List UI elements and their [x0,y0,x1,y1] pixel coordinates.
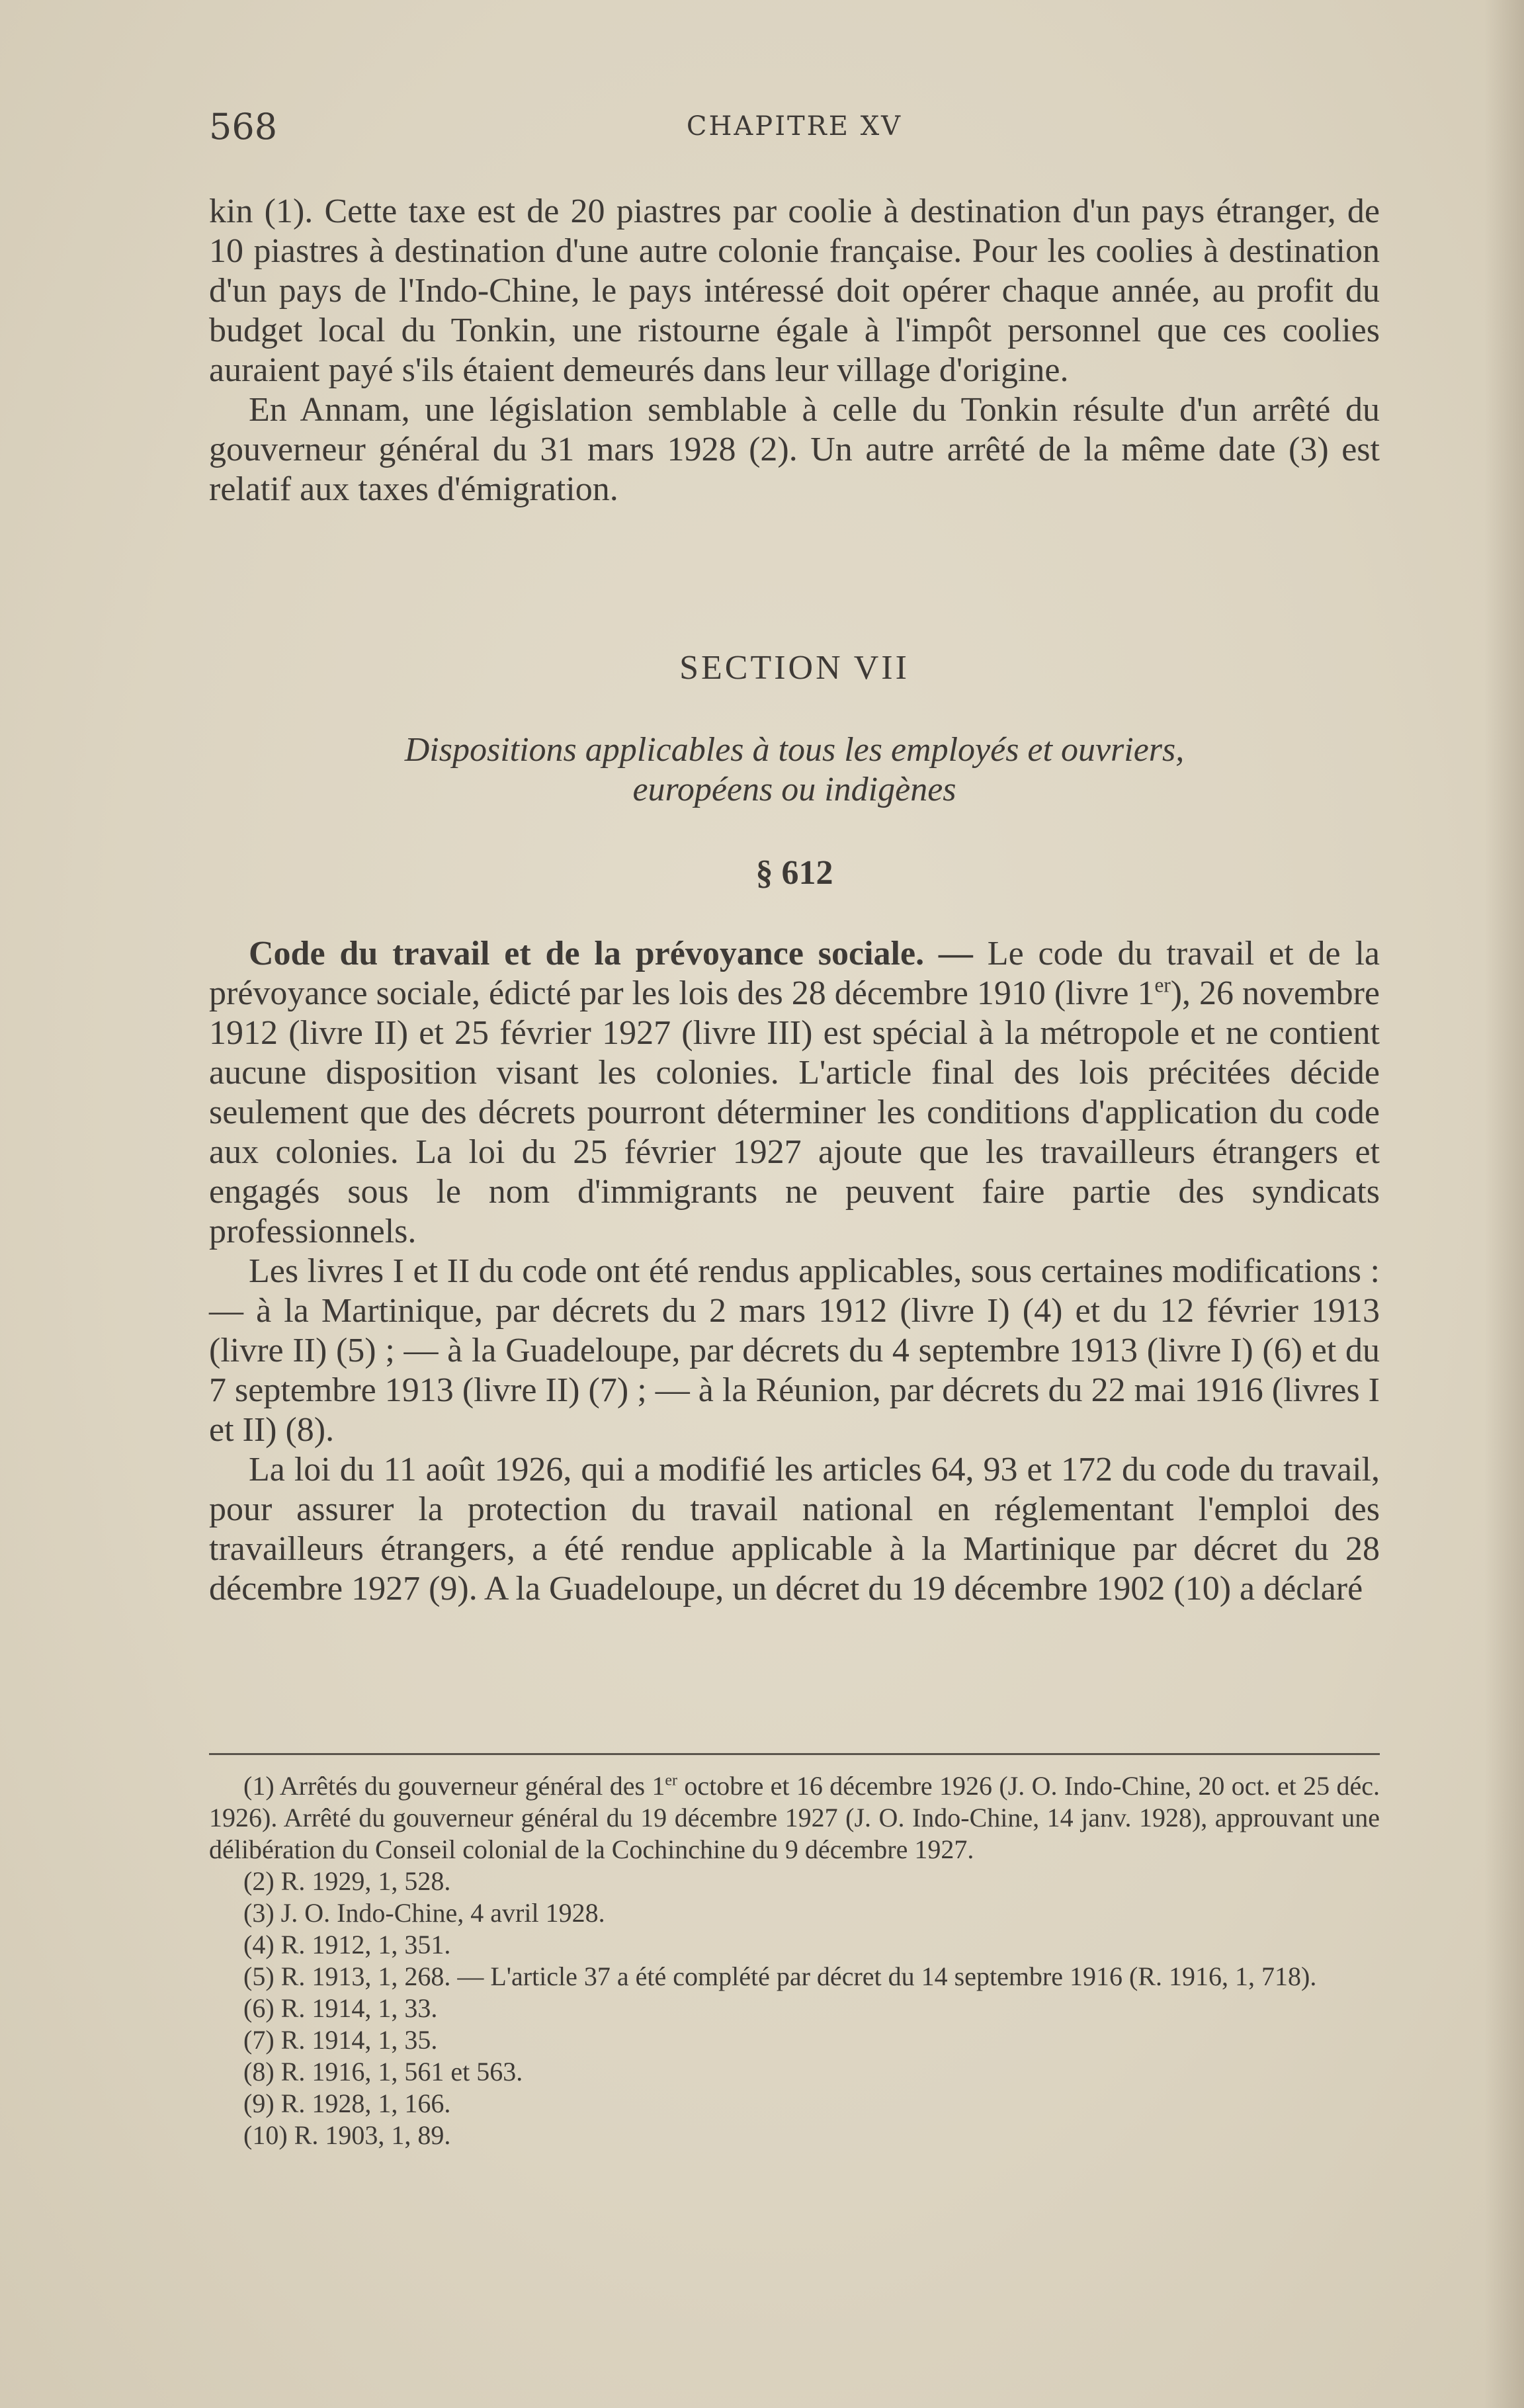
running-head: CHAPITRE XV [686,111,903,142]
footnote-5: (5) R. 1913, 1, 268. — L'article 37 a été complété par décret du 14 septembre 1916 (R. 1916, 1, 718). [243,1961,1317,1991]
footnote-3: (3) J. O. Indo-Chine, 4 avril 1928. [243,1898,605,1928]
page-number: 568 [209,106,278,148]
footnote-10: (10) R. 1903, 1, 89. [243,2120,451,2150]
footnote-2: (2) R. 1929, 1, 528. [243,1866,451,1896]
livre-superscript: er [1154,973,1171,997]
paragraph-annam: En Annam, une législation semblable à celle du Tonkin résulte d'un arrêté du gouverneur général du 31 mars 1928 (2). Un autre arrêté de la même date (3) est relatif aux taxes d'émigration. [209,391,1380,508]
paragraph-livres-applicables: Les livres I et II du code ont été rendus applicables, sous certaines modifications : — à la Martinique, par décrets du 2 mars 1912 (livre I) (4) et du 12 février 1913 (livre II) (5) ; — à la Guadeloupe, par décrets du 4 septembre 1913 (livre I) (6) et du 7 septembre 1913 (livre II) (7) ; — à la Réunion, par décrets du 22 mai 1916 (livres I et II) (8). [209,1252,1380,1449]
footnote-7: (7) R. 1914, 1, 35. [243,2025,438,2055]
footnote-1-superscript: er [665,1772,678,1789]
paragraph-code-du-travail [209,934,1380,1252]
section-subtitle [209,730,1380,810]
footnote-9: (9) R. 1928, 1, 166. [243,2088,451,2118]
footnote-1-text-a: (1) Arrêtés du gouverneur général des 1 [243,1771,665,1801]
footnote-1 [209,1770,1380,1866]
lead-heading: Code du travail et de la prévoyance sociale. — [249,935,973,972]
paragraph-emigration-tax: kin (1). Cette taxe est de 20 piastres par coolie à destination d'un pays étranger, de 10 piastres à destination d'une autre colonie française. Pour les coolies à destination d'un pays de l'Indo-Chine, le pays intéressé doit opérer chaque année, au profit du budget local du Tonkin, une ristourne égale à l'impôt personnel que ces coolies auraient payé s'ils étaient demeurés dans leur village d'origine. [209,193,1380,389]
livre-number: 1 [1137,974,1155,1012]
paragraph-loi-1926: La loi du 11 août 1926, qui a modifié les articles 64, 93 et 172 du code du travail, pour assurer la protection du travail national en réglementant l'emploi des travailleurs étrangers, a été rendue applicable à la Martinique par décret du 28 décembre 1927 (9). A la Guadeloupe, un décret du 19 décembre 1902 (10) a déclaré [209,1451,1380,1608]
top-paragraphs [209,192,1380,509]
footnote-1-text-b: octobre et 16 décembre 1926 (J. O. Indo-Chine, 20 oct. et 25 déc. 1926). Arrêté du gouverneur général du 19 décembre 1927 (J. O. Indo-Chine, 14 janv. 1928), approuvant une délibération du Conseil colonial de la Cochinchine du 9 décembre 1927. [209,1771,1380,1864]
section-subtitle-line-1: Dispositions applicables à tous les employés et ouvriers, [404,731,1185,769]
footnote-divider [209,1753,1380,1755]
page-spine-shadow [1484,0,1524,2408]
footnote-8: (8) R. 1916, 1, 561 et 563. [243,2057,523,2086]
footnotes [209,1770,1380,2151]
section-title: SECTION VII [679,649,910,687]
main-paragraphs [209,934,1380,1609]
footnote-4: (4) R. 1912, 1, 351. [243,1930,451,1959]
paragraph-code-du-travail-text: Le code du travail et de la prévoyance sociale, édicté par les lois des 28 décembre 1910 (livre [209,935,1380,1012]
page-header [209,106,1380,159]
paragraph-code-du-travail-tail: ), 26 novembre 1912 (livre II) et 25 février 1927 (livre III) est spécial à la métropole et ne contient aucune disposition visant les colonies. L'article final des lois précitées décide seulement que des décrets pourront déterminer les conditions d'application du code aux colonies. La loi du 25 février 1927 ajoute que les travailleurs étrangers et engagés sous le nom d'immigrants ne peuvent faire partie des syndicats professionnels. [209,974,1380,1250]
section-subtitle-line-2: européens ou indigènes [632,771,956,808]
footnote-6: (6) R. 1914, 1, 33. [243,1993,438,2023]
paragraph-number: § 612 [755,854,833,892]
